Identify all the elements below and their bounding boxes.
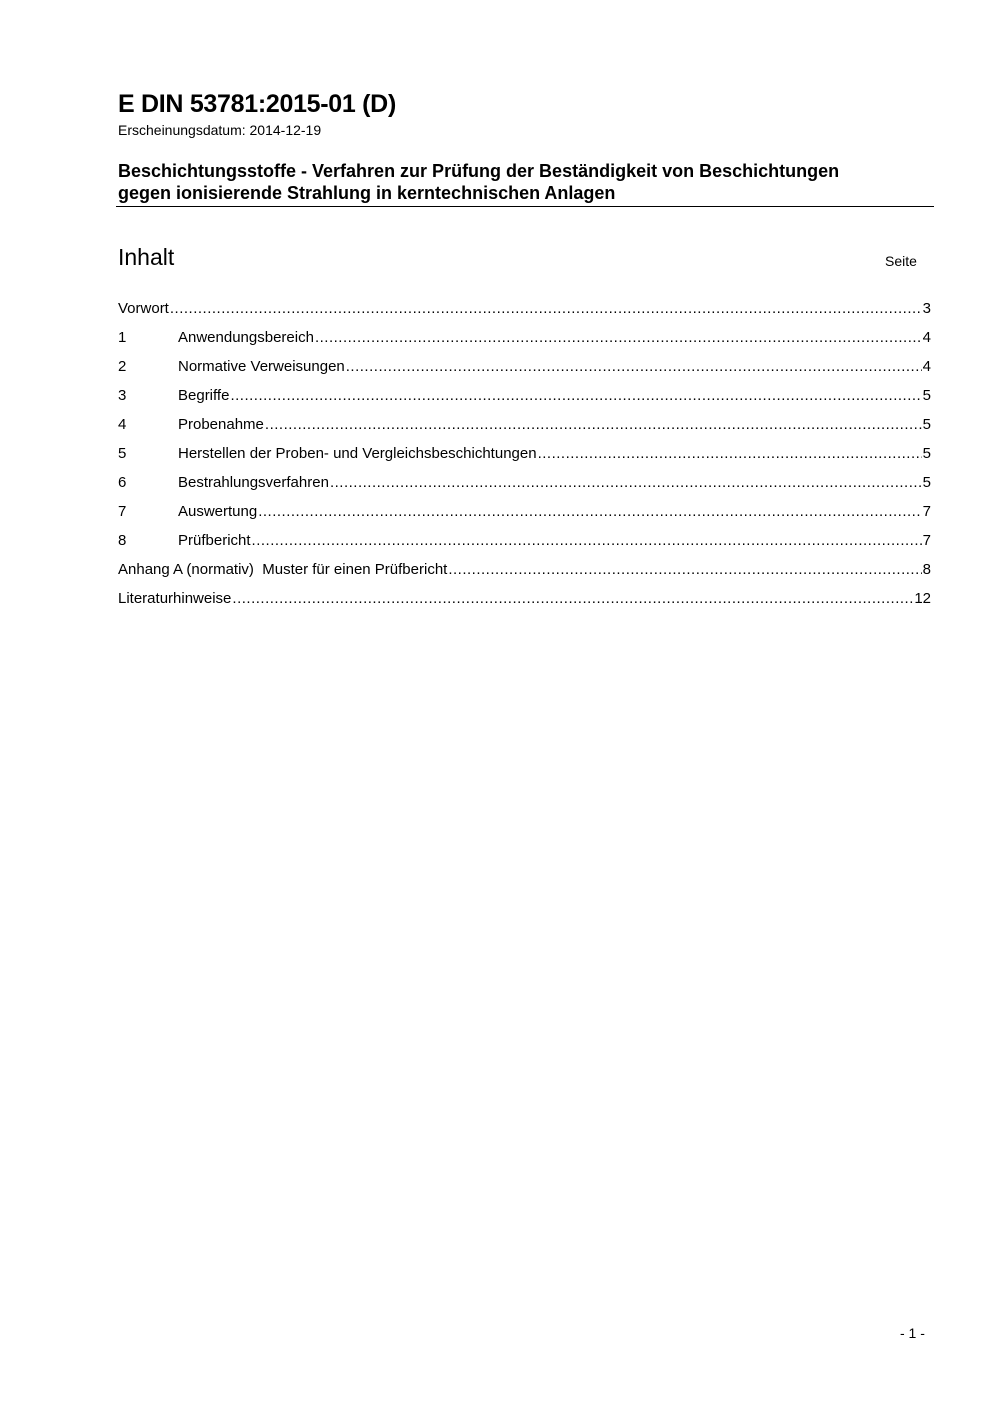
- toc-entry-page: 4: [922, 329, 931, 346]
- toc-leader-dots: [346, 358, 922, 375]
- toc-entry-number: 2: [118, 358, 127, 375]
- toc-entry-number: 5: [118, 445, 127, 462]
- toc-entry-literaturhinweise[interactable]: [118, 590, 931, 619]
- toc-leader-dots: [230, 387, 921, 404]
- toc-leader-dots: [265, 416, 922, 433]
- toc-leader-dots: [232, 590, 913, 607]
- toc-leader-dots: [170, 300, 922, 317]
- toc-leader-dots: [258, 503, 921, 520]
- toc-leader-dots: [330, 474, 922, 491]
- toc-entry-page: 8: [922, 561, 931, 578]
- toc-heading: Inhalt: [118, 244, 175, 270]
- toc-page-column-label: Seite: [885, 253, 917, 269]
- toc-entry-page: 12: [914, 590, 931, 607]
- toc-entry-text: Herstellen der Proben- und Vergleichsbeschichtungen: [178, 445, 537, 462]
- publication-date: Erscheinungsdatum: 2014-12-19: [118, 122, 322, 138]
- toc-leader-dots: [538, 445, 922, 462]
- title-divider: [116, 206, 934, 207]
- toc-entry-number: 4: [118, 416, 127, 433]
- toc-entry-herstellen[interactable]: [118, 445, 931, 474]
- toc-entry-page: 5: [922, 416, 931, 433]
- toc-entry-number: 6: [118, 474, 127, 491]
- toc-entry-page: 3: [922, 300, 931, 317]
- toc-entry-text: Probenahme: [178, 416, 264, 433]
- toc-entry-anwendungsbereich[interactable]: [118, 329, 931, 358]
- toc-entry-pruefbericht[interactable]: [118, 532, 931, 561]
- toc-entry-vorwort[interactable]: [118, 300, 931, 329]
- toc-entry-begriffe[interactable]: [118, 387, 931, 416]
- toc-entry-text: Bestrahlungsverfahren: [178, 474, 329, 491]
- toc-entry-text: Vorwort: [118, 300, 169, 317]
- toc-entry-page: 5: [922, 445, 931, 462]
- document-id: E DIN 53781:2015-01 (D): [118, 90, 396, 118]
- toc-entry-normative-verweisungen[interactable]: [118, 358, 931, 387]
- toc-entry-page: 5: [922, 387, 931, 404]
- table-of-contents: [118, 300, 931, 619]
- toc-entry-number: 3: [118, 387, 127, 404]
- toc-entry-text: Prüfbericht: [178, 532, 251, 549]
- toc-entry-text: Literaturhinweise: [118, 590, 232, 607]
- toc-entry-number: 1: [118, 329, 127, 346]
- toc-entry-text: Begriffe: [178, 387, 230, 404]
- toc-entry-bestrahlungsverfahren[interactable]: [118, 474, 931, 503]
- toc-entry-probenahme[interactable]: [118, 416, 931, 445]
- toc-entry-text: Anwendungsbereich: [178, 329, 314, 346]
- toc-entry-number: 8: [118, 532, 127, 549]
- toc-entry-page: 7: [922, 503, 931, 520]
- toc-entry-anhang-a[interactable]: [118, 561, 931, 590]
- toc-leader-dots: [315, 329, 922, 346]
- toc-entry-text: Normative Verweisungen: [178, 358, 345, 375]
- toc-entry-text: Auswertung: [178, 503, 258, 520]
- toc-leader-dots: [252, 532, 922, 549]
- toc-entry-auswertung[interactable]: [118, 503, 931, 532]
- toc-entry-page: 5: [922, 474, 931, 491]
- toc-entry-page: 4: [922, 358, 931, 375]
- toc-leader-dots: [448, 561, 921, 578]
- document-title: [118, 160, 938, 204]
- toc-entry-text: Anhang A (normativ) Muster für einen Prüfbericht: [118, 561, 448, 578]
- page-number: - 1 -: [900, 1325, 925, 1341]
- document-title-line-1: Beschichtungsstoffe - Verfahren zur Prüfung der Beständigkeit von Beschichtungen: [118, 161, 840, 181]
- toc-entry-page: 7: [922, 532, 931, 549]
- document-title-line-2: gegen ionisierende Strahlung in kerntechnischen Anlagen: [118, 183, 616, 203]
- toc-entry-number: 7: [118, 503, 127, 520]
